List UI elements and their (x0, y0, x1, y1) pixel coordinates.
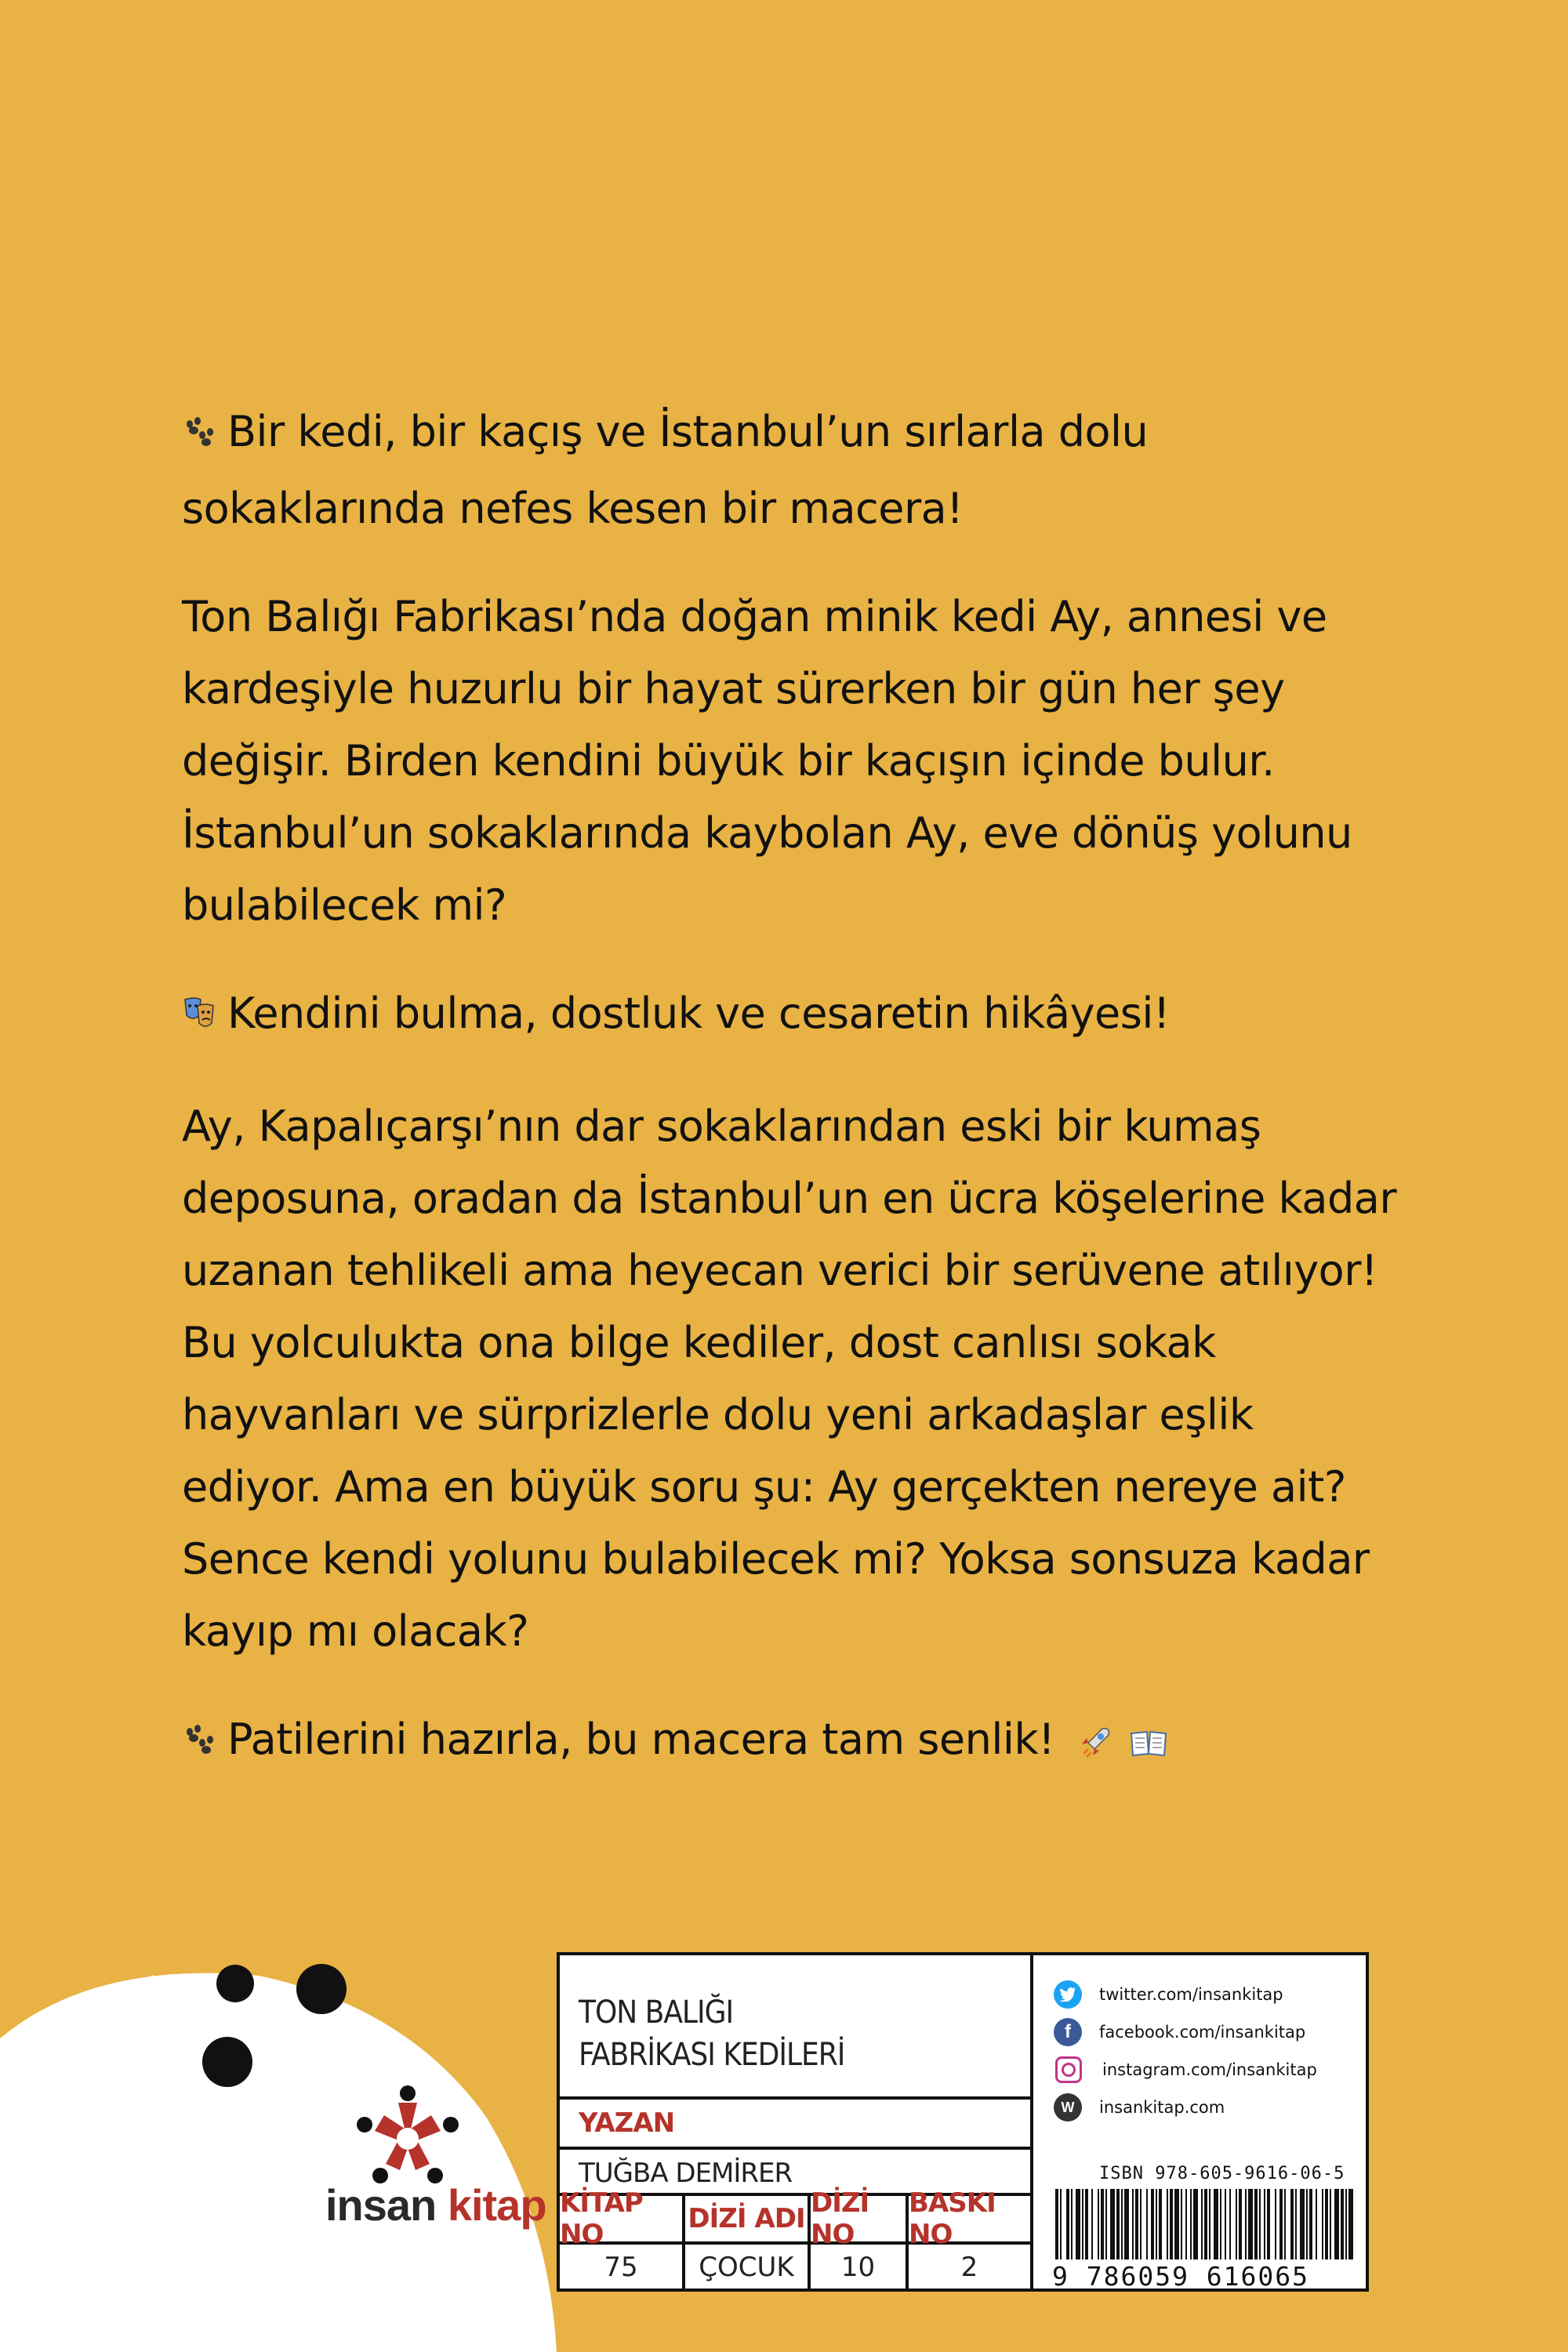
barcode-bar (1248, 2189, 1253, 2259)
paw-prints-icon (182, 401, 216, 473)
barcode-bar (1209, 2189, 1210, 2259)
barcode-bar (1267, 2189, 1270, 2259)
blurb-paragraph-5: Patilerini hazırla, bu macera tam senlik! (182, 1704, 1405, 1780)
barcode-bar (1085, 2189, 1088, 2259)
blurb-paragraph-2: Ton Balığı Fabrikası’nda doğan minik kedi Ay, annesi ve kardeşiyle huzurlu bir hayat sürerken bir gün her şey değişir. Birden kendini büyük bir kaçışın içinde bulur. İstanbul’un sokaklarında kaybolan Ay, eve dönüş yolunu bulabilecek mi? (182, 592, 1352, 930)
author-label-cell (560, 2100, 1030, 2150)
barcode-bar (1121, 2189, 1123, 2259)
barcode-bar (1309, 2189, 1312, 2259)
social-item-web: W insankitap.com (1054, 2089, 1317, 2126)
barcode-bar (1098, 2189, 1099, 2259)
table-row (560, 2245, 1030, 2290)
barcode-bar (1167, 2189, 1168, 2259)
barcode-bar (1341, 2189, 1344, 2259)
table-header: DİZİ ADI (688, 2203, 805, 2234)
barcode-bar (1135, 2189, 1138, 2259)
barcode-bar (1345, 2189, 1347, 2259)
book-title-cell (560, 1955, 1030, 2100)
social-item-instagram: instagram.com/insankitap (1054, 2051, 1317, 2089)
barcode-bar (1214, 2189, 1218, 2259)
barcode-bar (1140, 2189, 1142, 2259)
book-title-line-1: TON BALIĞI (579, 1994, 734, 2031)
contact-column (1033, 1955, 1366, 2292)
rocket-icon (1079, 1708, 1113, 1780)
social-item-twitter: twitter.com/insankitap (1054, 1976, 1317, 2013)
paw-prints-icon (182, 1708, 216, 1780)
publisher-logo-arc (0, 1929, 564, 2352)
barcode-bar (1066, 2189, 1069, 2259)
barcode-bar (1174, 2189, 1179, 2259)
table-cell: ÇOCUK (699, 2252, 794, 2283)
barcode-bar (1334, 2189, 1339, 2259)
theater-masks-icon (182, 982, 216, 1054)
isbn-digits: 9 786059 616065 (1052, 2261, 1310, 2292)
barcode-bar (1220, 2189, 1221, 2259)
barcode-bar (1124, 2189, 1129, 2259)
barcode-bar (1225, 2189, 1226, 2259)
barcode-bar (1116, 2189, 1120, 2259)
barcode-bar (1146, 2189, 1148, 2259)
table-cell: 10 (840, 2252, 876, 2283)
barcode-bar (1330, 2189, 1331, 2259)
barcode-bar (1091, 2189, 1093, 2259)
barcode-bar (1322, 2189, 1323, 2259)
barcode-bar (1254, 2189, 1258, 2259)
book-details-column (560, 1955, 1033, 2288)
barcode-bar (1275, 2189, 1276, 2259)
barcode-bar (1279, 2189, 1283, 2259)
publisher-brand: insan kitap (325, 2180, 546, 2230)
barcode-bar (1300, 2189, 1305, 2259)
barcode-bar (1264, 2189, 1265, 2259)
barcode-bar (1076, 2189, 1080, 2259)
social-item-facebook: f facebook.com/insankitap (1054, 2013, 1317, 2051)
social-links (1054, 1976, 1317, 2126)
barcode-bar (1055, 2189, 1058, 2259)
barcode-bar (1204, 2189, 1207, 2259)
barcode-bar (1284, 2189, 1286, 2259)
barcode-bar (1170, 2189, 1173, 2259)
table-header: KİTAP NO (560, 2187, 643, 2250)
open-book-icon (1130, 1708, 1167, 1780)
barcode-bar (1071, 2189, 1073, 2259)
barcode-bar (1110, 2189, 1115, 2259)
barcode-bar (1236, 2189, 1237, 2259)
barcode-bar (1060, 2189, 1062, 2259)
barcode-bar (1259, 2189, 1261, 2259)
barcode-bar (1193, 2189, 1198, 2259)
barcode-bar (1132, 2189, 1134, 2259)
barcode-bar (1348, 2189, 1353, 2259)
book-title-line-2: FABRİKASI KEDİLERİ (579, 2037, 845, 2073)
isbn-barcode-area (1052, 2164, 1358, 2292)
barcode-graphic (1052, 2189, 1358, 2259)
facebook-icon: f (1054, 2018, 1082, 2046)
barcode-bar (1229, 2189, 1231, 2259)
web-icon: W (1054, 2093, 1082, 2122)
author-name: TUĞBA DEMİRER (579, 2158, 793, 2189)
table-cell: 75 (604, 2252, 638, 2283)
blurb-paragraph-3: Kendini bulma, dostluk ve cesaretin hikâyesi! (182, 978, 1405, 1054)
blurb-paragraph-1: Bir kedi, bir kaçış ve İstanbul’un sırlarla dolu sokaklarında nefes kesen bir macera! (182, 396, 1405, 545)
table-header: BASKI NO (909, 2187, 996, 2250)
back-cover-blurb (182, 396, 1405, 1817)
barcode-bar (1306, 2189, 1308, 2259)
barcode-bar (1290, 2189, 1294, 2259)
blurb-paragraph-4: Ay, Kapalıçarşı’nın dar sokaklarından eski bir kumaş deposuna, oradan da İstanbul’un en ücra köşelerine kadar uzanan tehlikeli ama heyecan verici bir serüvene atılıyor! Bu yolculukta ona bilge kediler, dost canlısı sokak hayvanları ve sürprizlerle dolu yeni arkadaşlar eşlik ediyor. Ama en büyük soru şu: Ay gerçekten nereye ait? Sence kendi yolunu bulabilecek mi? Yoksa sonsuza kadar kayıp mı olacak? (182, 1102, 1397, 1656)
barcode-bar (1101, 2189, 1104, 2259)
barcode-bar (1185, 2189, 1187, 2259)
barcode-bar (1325, 2189, 1328, 2259)
barcode-bar (1245, 2189, 1247, 2259)
barcode-bar (1190, 2189, 1192, 2259)
table-header-row (560, 2187, 1030, 2250)
instagram-icon (1055, 2056, 1082, 2083)
isbn-label: ISBN 978-605-9616-06-5 (1099, 2164, 1345, 2183)
table-cell: 2 (960, 2252, 978, 2283)
table-header: DİZİ NO (811, 2187, 869, 2250)
book-meta-table (560, 2187, 1030, 2292)
twitter-icon (1054, 1980, 1082, 2009)
barcode-bar (1159, 2189, 1162, 2259)
barcode-bar (1156, 2189, 1157, 2259)
barcode-bar (1082, 2189, 1083, 2259)
barcode-bar (1181, 2189, 1182, 2259)
book-info-box (557, 1952, 1369, 2292)
barcode-bar (1151, 2189, 1154, 2259)
barcode-bar (1201, 2189, 1203, 2259)
author-label: YAZAN (579, 2107, 675, 2139)
barcode-bar (1105, 2189, 1107, 2259)
barcode-bar (1295, 2189, 1297, 2259)
barcode-bar (1239, 2189, 1242, 2259)
barcode-bar (1316, 2189, 1317, 2259)
